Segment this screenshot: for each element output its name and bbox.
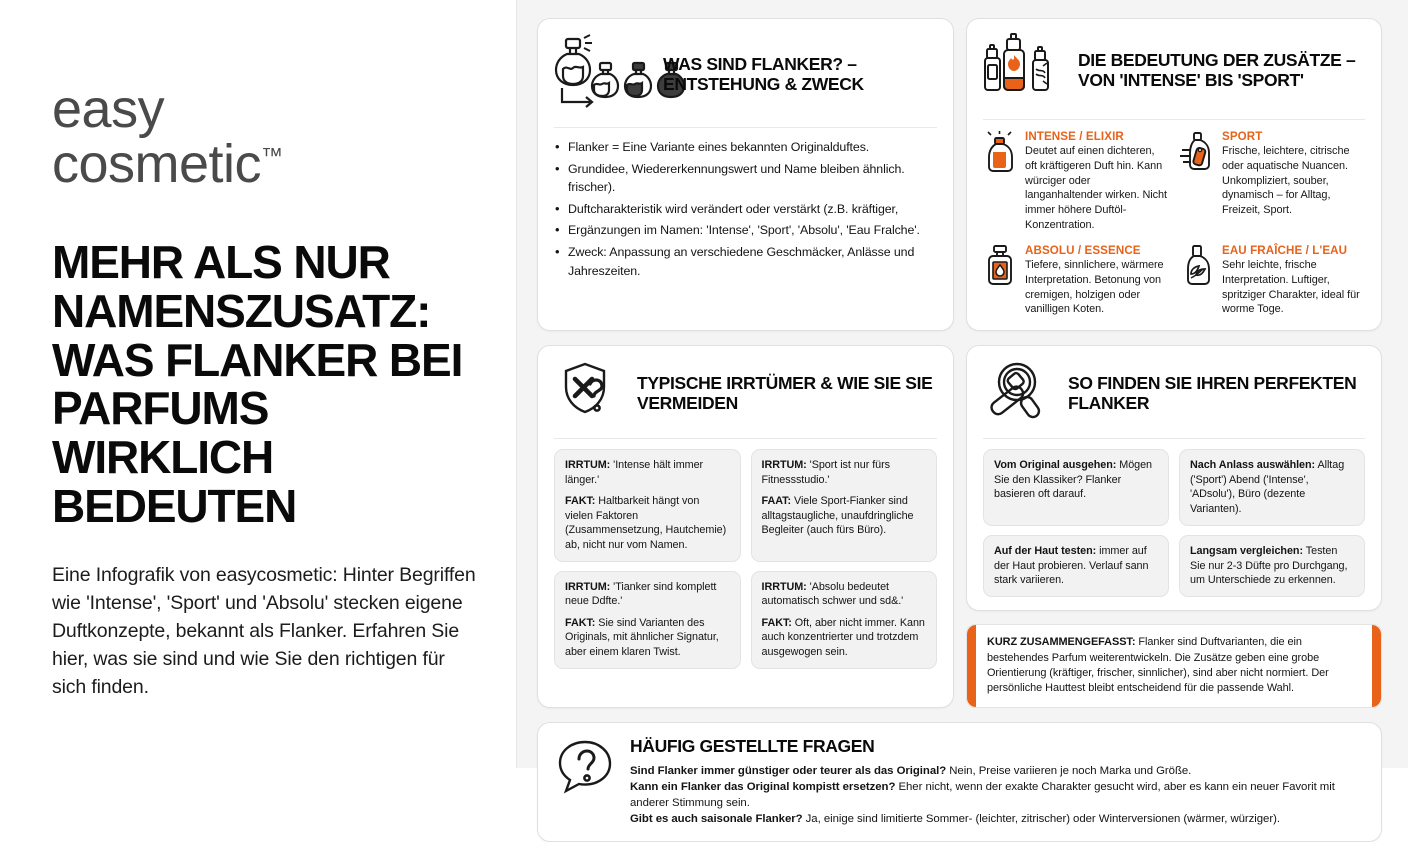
logo-word: cosmetic	[52, 134, 262, 195]
tip-label: Langsam vergleichen:	[1190, 545, 1304, 558]
fact-text: Sie sind Varianten des Originals, mit ähnlicher Signatur, aber einem klaren Twist.	[565, 616, 719, 658]
faq-body	[630, 736, 1363, 828]
myth-label: IRRTUM:	[565, 581, 611, 593]
myth-label: IRRTUM:	[565, 459, 611, 472]
tip-label: Nach Anlass auswählen:	[1190, 459, 1316, 472]
find-flanker-column	[966, 345, 1382, 707]
intense-bottle-icon	[983, 131, 1017, 233]
card-title: TYPISCHE IRRTÜMER & WIE SIE SIE VERMEIDEN	[637, 372, 933, 413]
fact-label: FAKT:	[565, 495, 596, 508]
logo-line-1: easy	[52, 79, 165, 139]
myth-label: IRRTUM:	[761, 459, 807, 472]
card-title: WAS SIND FLANKER? – ENTSTEHUNG & ZWECK	[663, 53, 864, 94]
card-header	[983, 33, 1365, 108]
speech-bubble-question-icon	[554, 736, 616, 803]
tips-grid	[983, 449, 1365, 597]
page-subtitle: Eine Infografik von easycosmetic: Hinter Begriffen wie 'Intense', 'Sport' und 'Absolu' stecken eigene Duftkonzepte, bekannt als Flanker. Erfahren Sie hier, was sie sind und wie Sie den richtigen für sich finden.	[52, 563, 476, 698]
faq-question: Kann ein Flanker das Original kompistt ersetzen?	[630, 780, 896, 793]
perfume-bottles-arrow-icon	[554, 33, 650, 116]
list-item	[983, 244, 1168, 317]
tip-text: Mögen Sie den Klassiker? Flanker basieren oft darauf.	[994, 459, 1153, 501]
suffix-description: Tiefere, sinnlichere, wärmere Interpretation. Betonung von cremigen, holzigen oder vanilligen Koten.	[1025, 258, 1164, 316]
faq-item	[630, 763, 1363, 779]
list-item: • Ergänzungen im Namen: 'Intense', 'Sport', 'Absolu', 'Eau Fralche'.	[554, 221, 937, 240]
flanker-bullet-list	[554, 138, 937, 280]
divider	[554, 127, 937, 128]
myth-fact-box	[751, 449, 938, 562]
myth-fact-box	[751, 571, 938, 669]
suffix-label: INTENSE / ELIXIR	[1025, 130, 1124, 143]
myth-text: 'Tianker sind komplett neue Ddfte.'	[565, 581, 717, 608]
fact-label: FAKT:	[565, 616, 596, 629]
faq-answer: Eher nicht, wenn der exakte Charakter gesucht wird, aber es kann ein neuer Favorit mit anderer Stimmung sein.	[630, 780, 1335, 809]
card-header	[554, 360, 937, 427]
tip-text: immer auf der Haut probieren. Verlauf sann stark variieren.	[994, 545, 1149, 586]
card-header	[554, 33, 937, 116]
summary-text: Flanker sind Duftvarianten, die ein bestehendes Parfum weiterentwickeln. Die Zusätze geben eine grobe Orientierung (kräftiger, frischer, sinnlicher), sind aber nicht normiert. Der persönliche Hauttest bleibt entscheidend für die passende Wahl.	[987, 636, 1329, 695]
suffix-meaning-grid	[983, 130, 1365, 317]
summary-callout	[966, 624, 1382, 707]
list-item: • Grundidee, Wiedererkennungswert und Name bleiben ähnlich. frischer).	[554, 160, 937, 197]
tip-label: Vom Original ausgehen:	[994, 459, 1117, 472]
trademark-symbol: ™	[261, 143, 284, 169]
sport-bottle-icon	[1180, 131, 1214, 233]
faq-question: Sind Flanker immer günstiger oder teurer als das Original?	[630, 764, 947, 777]
tip-label: Auf der Haut testen:	[994, 545, 1097, 558]
suffix-label: ABSOLU / ESSENCE	[1025, 243, 1141, 257]
myths-grid	[554, 449, 937, 669]
faq-item	[630, 779, 1363, 811]
summary-label: KURZ ZUSAMMENGEFASST:	[987, 636, 1136, 649]
list-item: • Duftcharakteristik wird verändert oder verstärkt (z.B. kräftiger,	[554, 200, 937, 219]
list-item	[1180, 130, 1365, 233]
card-title: SO FINDEN SIE IHREN PERFEKTEN FLANKER	[1068, 372, 1357, 413]
suffix-label: EAU FRAÎCHE / L'EAU	[1222, 243, 1348, 257]
myth-label: IRRTUM:	[761, 581, 807, 593]
cards-row-top	[537, 18, 1382, 331]
fact-label: FAAT:	[761, 495, 792, 508]
brand-logo	[52, 79, 482, 195]
card-what-are-flankers	[537, 18, 954, 331]
divider	[554, 438, 937, 439]
suffix-description: Sehr leichte, frische Interpretation. Luftiger, spritziger Charakter, ideal für worme Toge.	[1222, 258, 1360, 316]
list-item	[983, 130, 1168, 233]
divider	[983, 438, 1365, 439]
card-faq	[537, 722, 1382, 842]
logo-line-2	[52, 134, 284, 195]
list-item: • Flanker = Eine Variante eines bekannten Originalduftes.	[554, 138, 937, 157]
content-panel	[517, 0, 1408, 826]
tip-box	[983, 449, 1169, 526]
card-title: DIE BEDEUTUNG DER ZUSÄTZE – VON 'INTENSE' BIS 'SPORT'	[1078, 49, 1356, 90]
flame-bottles-icon	[983, 33, 1065, 108]
fact-label: FAKT:	[761, 616, 792, 629]
divider	[983, 119, 1365, 120]
cards-row-middle	[537, 345, 1382, 707]
card-find-your-flanker	[966, 345, 1382, 611]
tip-text: Alltag ('Sport') Abend ('Intense', 'ADsolu'), Büro (dezente Varianten).	[1190, 459, 1345, 515]
fact-text: Haltbarkeit hängt von vielen Faktoren (Zusammensetzung, Hautchemie) ab, nicht nur vom Namen.	[565, 495, 727, 551]
faq-answer: Ja, einige sind limitierte Sommer- (leichter, zitrischer) oder Winterversionen (wärmer, würziger).	[802, 813, 1280, 826]
faq-answer: Nein, Preise variieren je noch Marka und Größe.	[946, 764, 1192, 777]
suffix-description: Deutet auf einen dichteren, oft kräftigeren Duft hin. Kann würciger oder langanhaltender wirken. Nicht immer höhere Duftöl-Konzentration.	[1025, 145, 1168, 232]
faq-item	[630, 811, 1363, 827]
shield-x-question-icon	[554, 360, 624, 427]
card-common-myths	[537, 345, 954, 707]
tip-text: Testen Sie nur 2-3 Düfte pro Durchgang, um Unterschiede zu erkennen.	[1190, 545, 1348, 586]
myth-text: 'Absolu bedeutet automatisch schwer und sd&.'	[761, 581, 904, 608]
page-title: MEHR ALS NUR NAMENSZUSATZ: WAS FLANKER BEI PARFUMS WIRKLICH BEDEUTEN	[52, 236, 463, 532]
faq-title: HÄUFIG GESTELLTE FRAGEN	[630, 735, 875, 756]
fact-text: Viele Sport-Fianker sind alltagstaugliche, unaufdringliche Begleiter (auch fürs Büro).	[761, 495, 914, 537]
magnifier-icon	[983, 360, 1055, 427]
tip-box	[983, 535, 1169, 597]
card-meaning-of-suffixes	[966, 18, 1382, 331]
faq-question: Gibt es auch saisonale Flanker?	[630, 813, 803, 826]
hero-panel	[0, 0, 517, 768]
myth-text: 'Intense hält immer länger.'	[565, 459, 704, 486]
tip-box	[1179, 535, 1365, 597]
myth-fact-box	[554, 449, 741, 562]
fact-text: Oft, aber nicht immer. Kann auch konzentrierter und trotzdem ausgewogen sein.	[761, 616, 925, 658]
suffix-description: Frische, leichtere, citrische oder aquatische Nuancen. Unkompliziert, souber, dynamisch – for Alltag, Freizeit, Sport.	[1222, 145, 1350, 217]
suffix-label: SPORT	[1222, 130, 1263, 143]
myth-text: 'Sport ist nur fürs Fitnessstudio.'	[761, 459, 891, 486]
myth-fact-box	[554, 571, 741, 669]
list-item	[1180, 244, 1365, 317]
list-item: • Zweck: Anpassung an verschiedene Geschmäcker, Anlässe und Jahreszeiten.	[554, 243, 937, 280]
tip-box	[1179, 449, 1365, 526]
absolu-bottle-icon	[983, 245, 1017, 317]
leaf-bottle-icon	[1180, 245, 1214, 317]
card-header	[983, 360, 1365, 427]
